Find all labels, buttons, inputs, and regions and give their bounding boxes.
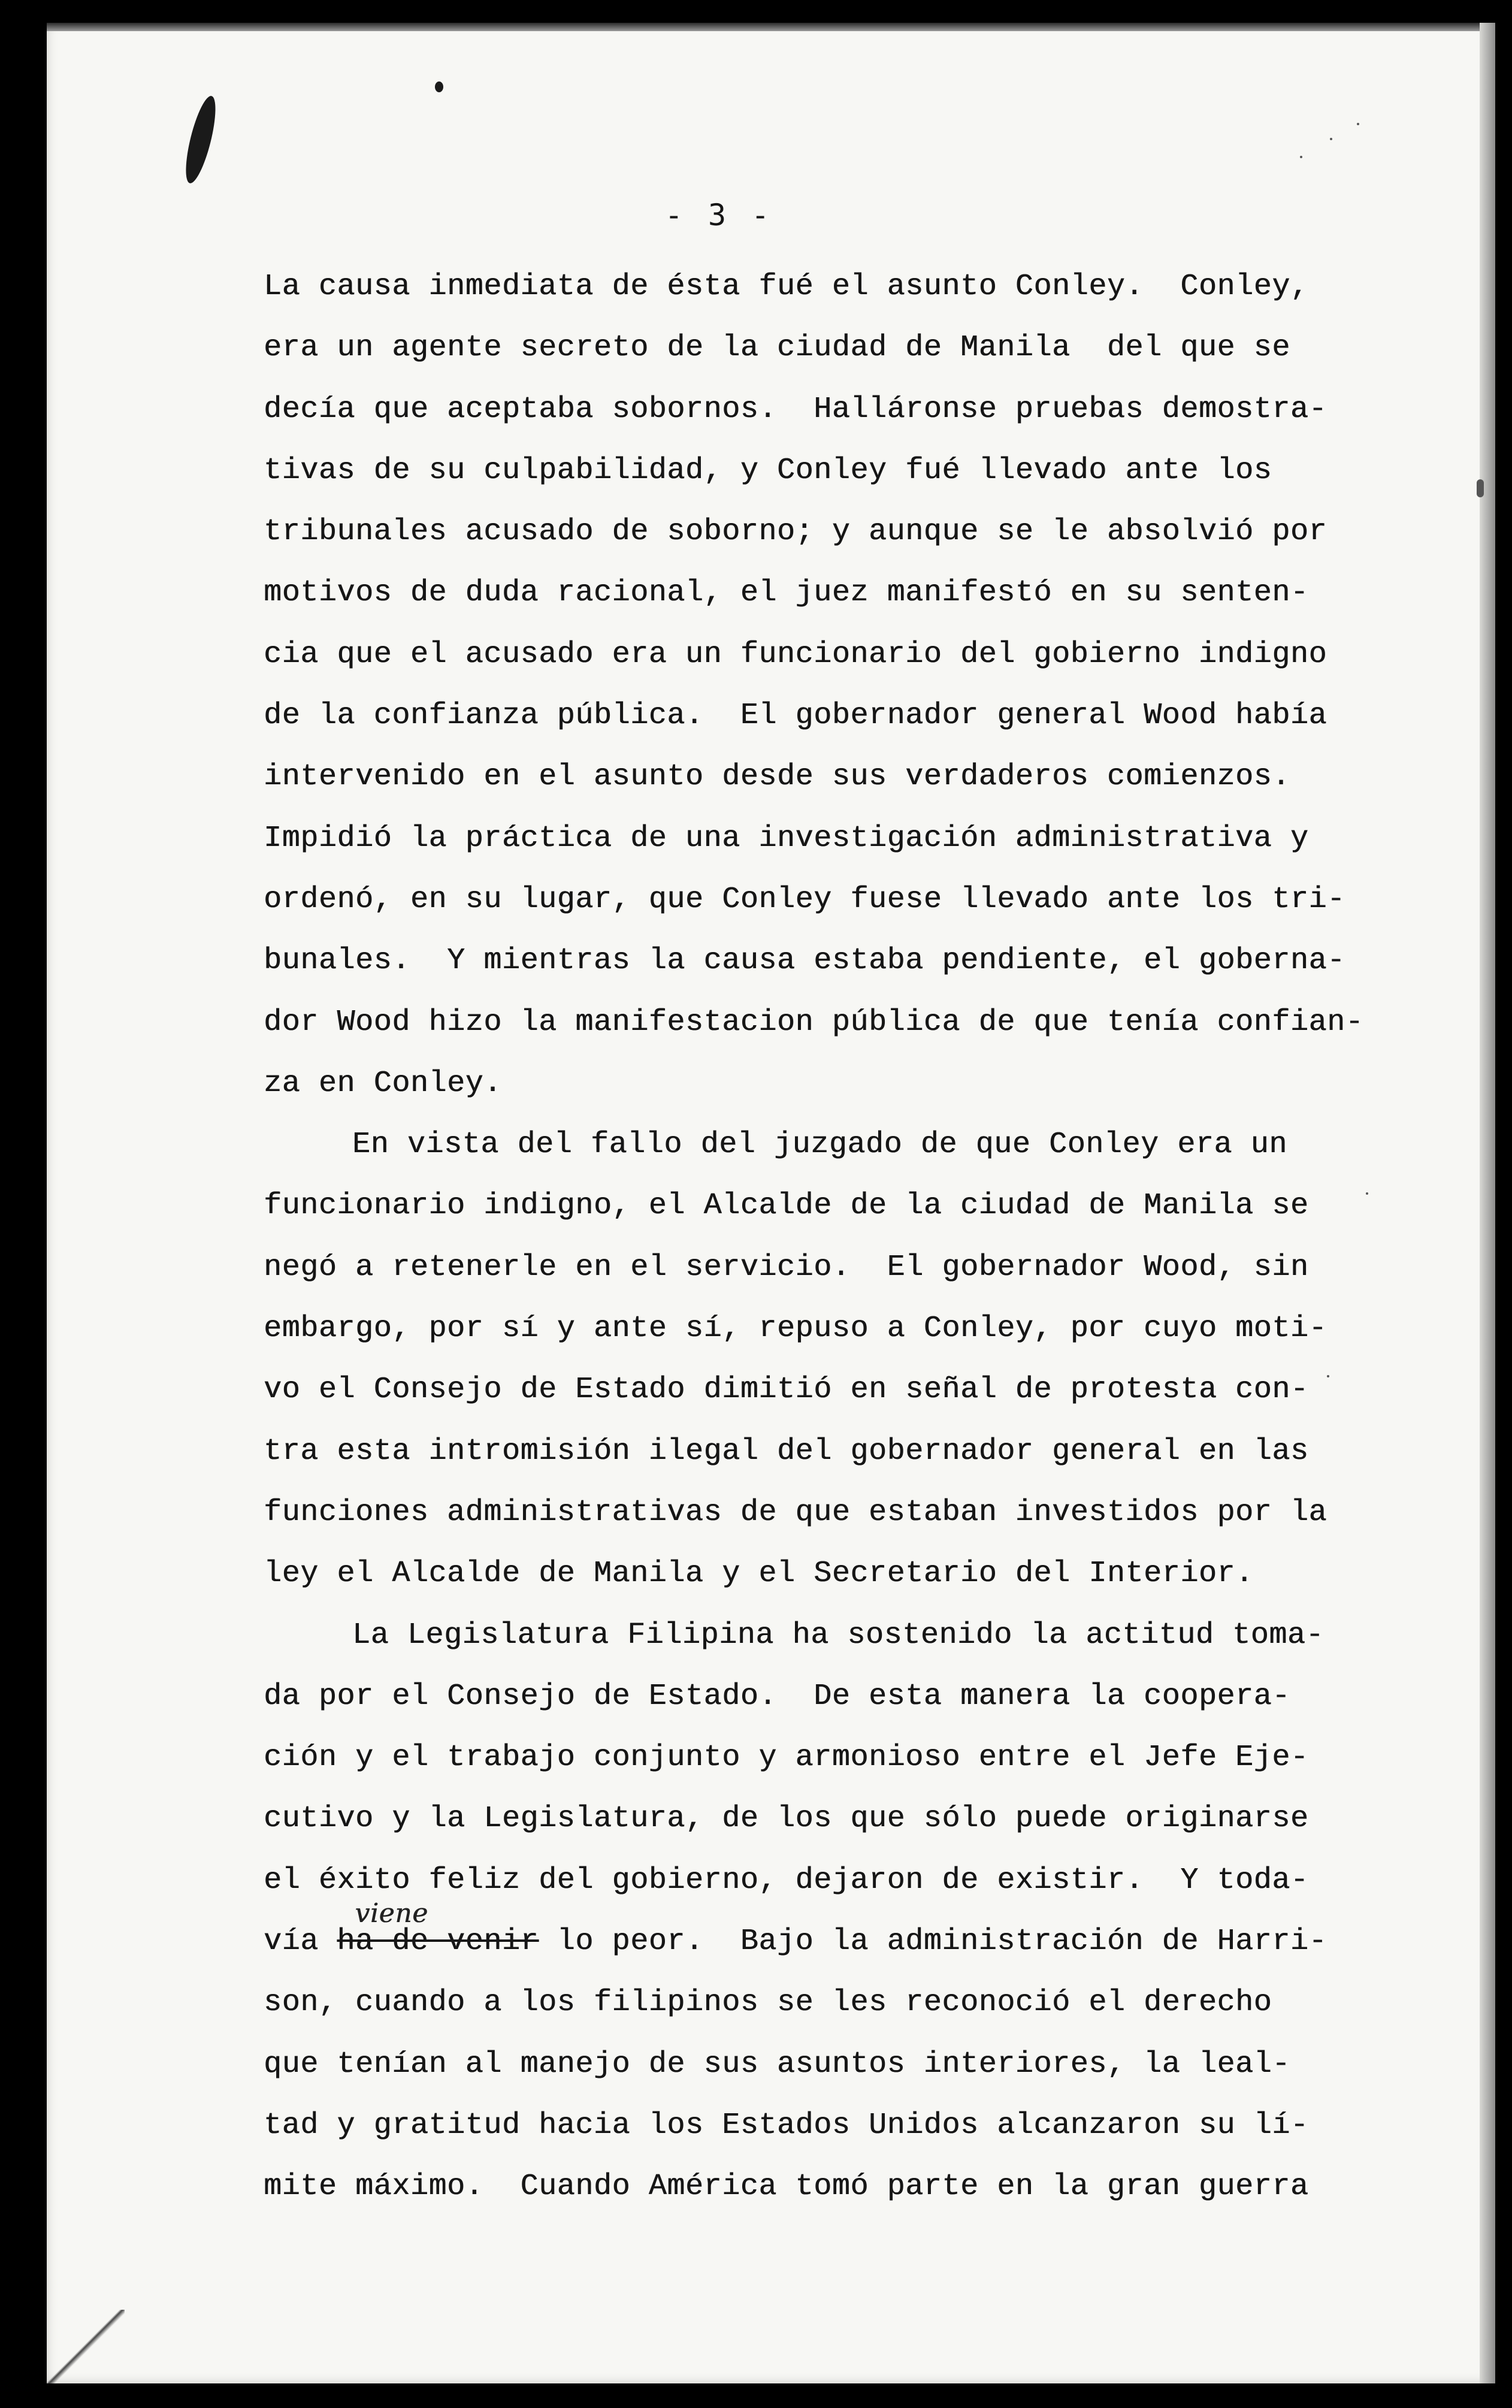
text-line: mite máximo. Cuando América tomó parte en la gran guerra — [264, 2170, 1309, 2204]
text-line: ordenó, en su lugar, que Conley fuese llevado ante los tri- — [264, 882, 1345, 917]
text-line: dor Wood hizo la manifestacion pública de que tenía confian- — [264, 1005, 1364, 1040]
text-line: que tenían al manejo de sus asuntos interiores, la leal- — [264, 2047, 1290, 2081]
text-line: tad y gratitud hacia los Estados Unidos alcanzaron su lí- — [264, 2108, 1309, 2143]
text-line: ción y el trabajo conjunto y armonioso entre el Jefe Eje- — [264, 1741, 1309, 1775]
speck — [1366, 1192, 1368, 1195]
edited-line — [264, 1898, 1366, 1972]
text-line: da por el Consejo de Estado. De esta manera la coopera- — [264, 1679, 1290, 1714]
text-line: En vista del fallo del juzgado de que Conley era un — [352, 1128, 1287, 1162]
edited-line-after: lo peor. Bajo la administración de Harri- — [539, 1924, 1327, 1959]
page-number: - 3 - — [664, 198, 773, 232]
right-edge-shadow — [1480, 23, 1495, 2383]
text-line: funciones administrativas de que estaban investidos por la — [264, 1495, 1327, 1530]
ink-dot — [435, 81, 443, 92]
speck — [1330, 138, 1332, 140]
text-line: za en Conley. — [264, 1066, 502, 1101]
paragraph-3 — [264, 1605, 1366, 2218]
text-line: embargo, por sí y ante sí, repuso a Conley, por cuyo moti- — [264, 1312, 1327, 1346]
speck — [1477, 479, 1484, 497]
body-text — [264, 256, 1366, 2218]
text-line: bunales. Y mientras la causa estaba pendiente, el goberna- — [264, 944, 1345, 978]
handwritten-insertion: viene — [355, 1898, 428, 1929]
top-edge-shadow — [47, 23, 1495, 31]
speck — [1357, 123, 1359, 125]
paragraph-2 — [264, 1114, 1366, 1605]
text-line: vo el Consejo de Estado dimitió en señal de protesta con- — [264, 1373, 1309, 1407]
text-line: motivos de duda racional, el juez manifestó en su senten- — [264, 576, 1309, 611]
text-line: cia que el acusado era un funcionario del gobierno indigno — [264, 637, 1327, 672]
page-corner-curl — [47, 2310, 125, 2383]
paragraph-1 — [264, 256, 1366, 1114]
text-line: tivas de su culpabilidad, y Conley fué llevado ante los — [264, 453, 1272, 488]
text-line: La Legislatura Filipina ha sostenido la actitud toma- — [352, 1618, 1324, 1652]
text-line: son, cuando a los filipinos se les reconoció el derecho — [264, 1986, 1272, 2020]
text-line: intervenido en el asunto desde sus verdaderos comienzos. — [264, 760, 1290, 794]
text-line: tribunales acusado de soborno; y aunque se le absolvió por — [264, 515, 1327, 549]
edited-line-before: vía — [264, 1924, 337, 1959]
text-line: funcionario indigno, el Alcalde de la ciudad de Manila se — [264, 1189, 1309, 1223]
text-line: de la confianza pública. El gobernador general Wood había — [264, 699, 1327, 733]
text-line: negó a retenerle en el servicio. El gobernador Wood, sin — [264, 1250, 1309, 1285]
speck — [1300, 156, 1302, 158]
struck-text — [337, 1898, 539, 1959]
text-line: era un agente secreto de la ciudad de Manila del que se — [264, 331, 1290, 365]
struck-text-value: ha de venir — [337, 1924, 539, 1959]
text-line: Impidió la práctica de una investigación administrativa y — [264, 821, 1309, 856]
text-line: decía que aceptaba sobornos. Halláronse pruebas demostra- — [264, 392, 1327, 427]
text-line: tra esta intromisión ilegal del gobernador general en las — [264, 1434, 1309, 1469]
text-line: ley el Alcalde de Manila y el Secretario del Interior. — [264, 1557, 1254, 1591]
text-line: La causa inmediata de ésta fué el asunto Conley. Conley, — [264, 270, 1309, 304]
text-line: cutivo y la Legislatura, de los que sólo puede originarse — [264, 1802, 1309, 1836]
text-line: el éxito feliz del gobierno, dejaron de existir. Y toda- — [264, 1863, 1309, 1898]
